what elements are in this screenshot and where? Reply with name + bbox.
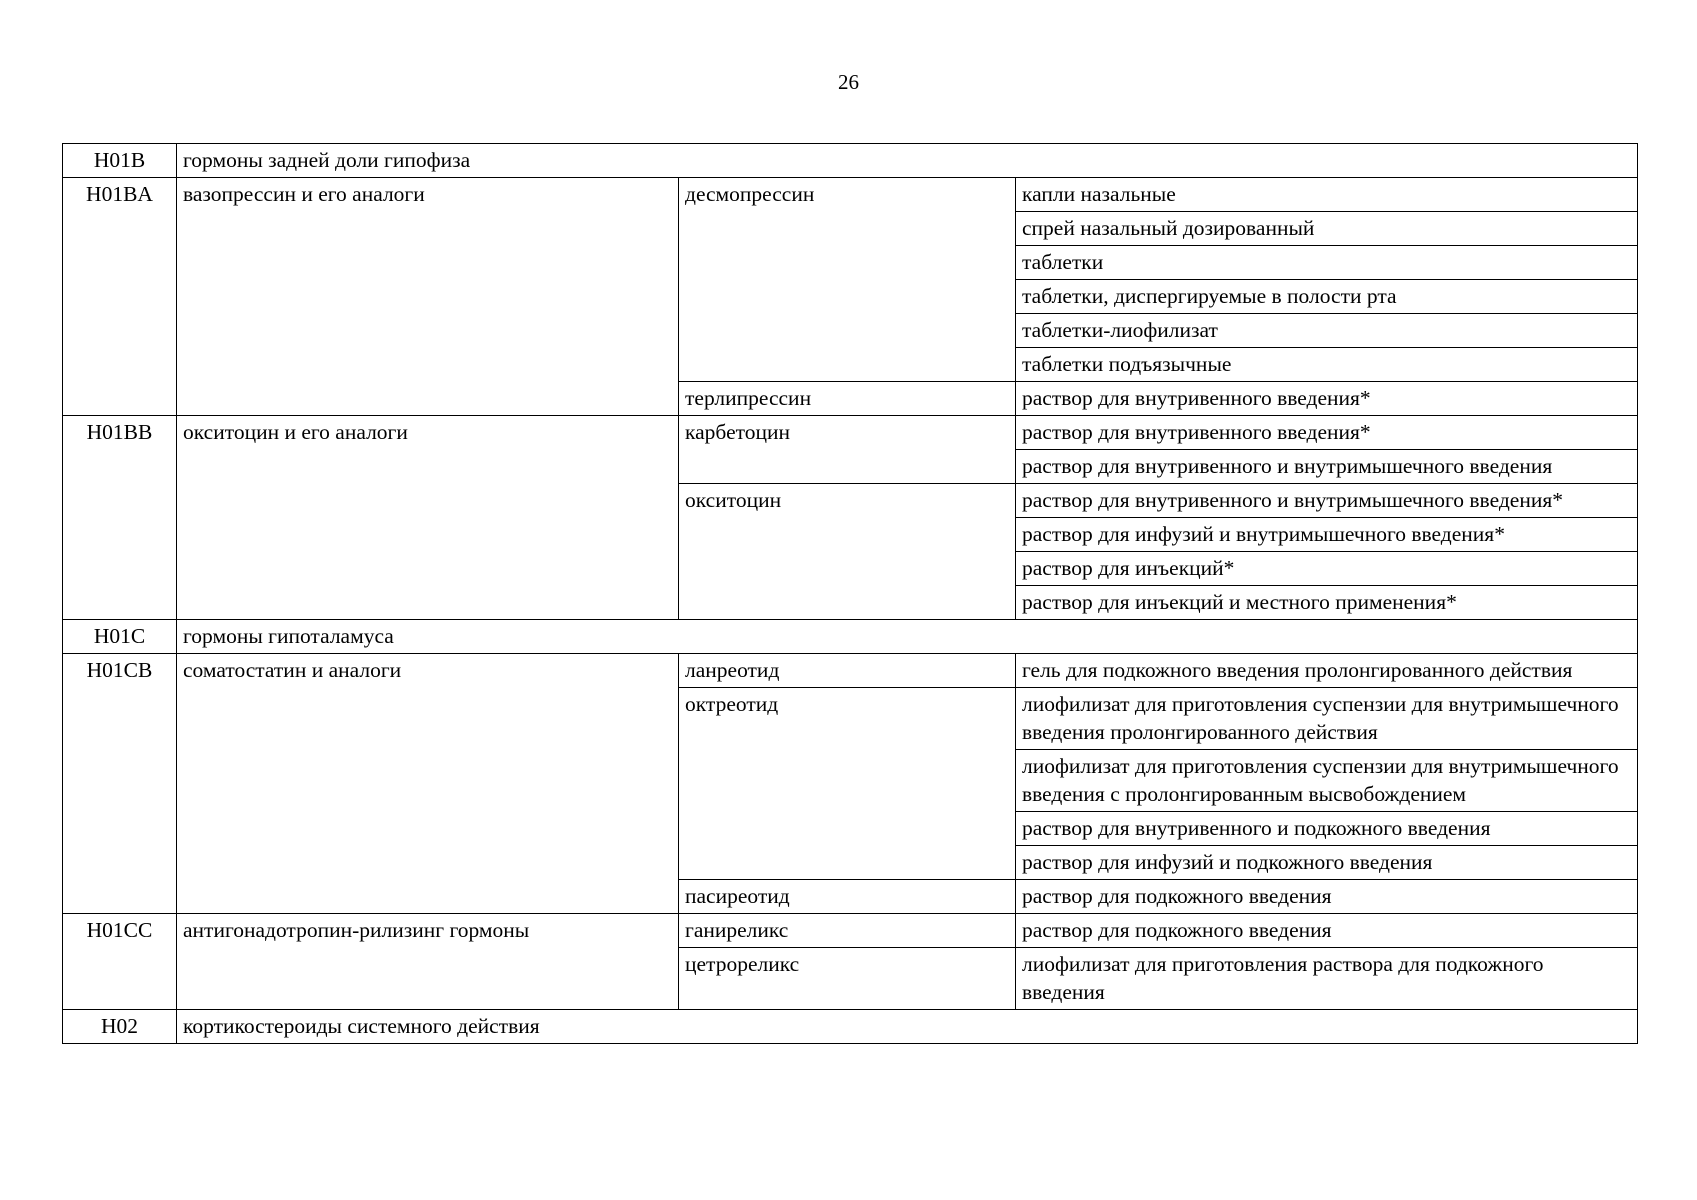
group-name: гормоны задней доли гипофиза [177, 144, 1638, 178]
dosage-form: спрей назальный дозированный [1016, 212, 1638, 246]
atc-code: H01B [63, 144, 177, 178]
drug-name: цетрореликс [679, 948, 1016, 1010]
atc-code: H01BA [63, 178, 177, 416]
group-header-row [63, 144, 1638, 178]
drug-name: ганиреликс [679, 914, 1016, 948]
table-row [63, 914, 1638, 948]
dosage-form: раствор для внутривенного введения* [1016, 382, 1638, 416]
table-row [63, 654, 1638, 688]
atc-code: H01CC [63, 914, 177, 1010]
drug-classification-table [62, 143, 1638, 1044]
dosage-form: гель для подкожного введения пролонгированного действия [1016, 654, 1638, 688]
atc-code: H01C [63, 620, 177, 654]
dosage-form: раствор для внутривенного введения* [1016, 416, 1638, 450]
atc-code: H02 [63, 1010, 177, 1044]
dosage-form: лиофилизат для приготовления раствора для подкожного введения [1016, 948, 1638, 1010]
dosage-form: раствор для подкожного введения [1016, 880, 1638, 914]
drug-name: октреотид [679, 688, 1016, 880]
group-name: кортикостероиды системного действия [177, 1010, 1638, 1044]
drug-name: карбетоцин [679, 416, 1016, 484]
dosage-form: раствор для инфузий и подкожного введения [1016, 846, 1638, 880]
dosage-form: раствор для внутривенного и внутримышечного введения* [1016, 484, 1638, 518]
dosage-form: лиофилизат для приготовления суспензии для внутримышечного введения пролонгированного действия [1016, 688, 1638, 750]
group-header-row [63, 1010, 1638, 1044]
atc-code: H01CB [63, 654, 177, 914]
subgroup-name: соматостатин и аналоги [177, 654, 679, 914]
drug-name: ланреотид [679, 654, 1016, 688]
dosage-form: раствор для инфузий и внутримышечного введения* [1016, 518, 1638, 552]
drug-name: пасиреотид [679, 880, 1016, 914]
atc-code: H01BB [63, 416, 177, 620]
dosage-form: таблетки-лиофилизат [1016, 314, 1638, 348]
dosage-form: таблетки [1016, 246, 1638, 280]
dosage-form: таблетки подъязычные [1016, 348, 1638, 382]
dosage-form: раствор для инъекций и местного применения* [1016, 586, 1638, 620]
drug-name: окситоцин [679, 484, 1016, 620]
table-row [63, 416, 1638, 450]
dosage-form: таблетки, диспергируемые в полости рта [1016, 280, 1638, 314]
page-number: 26 [838, 70, 859, 94]
subgroup-name: вазопрессин и его аналоги [177, 178, 679, 416]
subgroup-name: окситоцин и его аналоги [177, 416, 679, 620]
dosage-form: лиофилизат для приготовления суспензии для внутримышечного введения с пролонгированным высвобождением [1016, 750, 1638, 812]
drug-name: терлипрессин [679, 382, 1016, 416]
group-name: гормоны гипоталамуса [177, 620, 1638, 654]
drug-name: десмопрессин [679, 178, 1016, 382]
dosage-form: раствор для инъекций* [1016, 552, 1638, 586]
dosage-form: раствор для подкожного введения [1016, 914, 1638, 948]
dosage-form: раствор для внутривенного и подкожного введения [1016, 812, 1638, 846]
subgroup-name: антигонадотропин-рилизинг гормоны [177, 914, 679, 1010]
dosage-form: капли назальные [1016, 178, 1638, 212]
dosage-form: раствор для внутривенного и внутримышечного введения [1016, 450, 1638, 484]
table-row [63, 178, 1638, 212]
group-header-row [63, 620, 1638, 654]
